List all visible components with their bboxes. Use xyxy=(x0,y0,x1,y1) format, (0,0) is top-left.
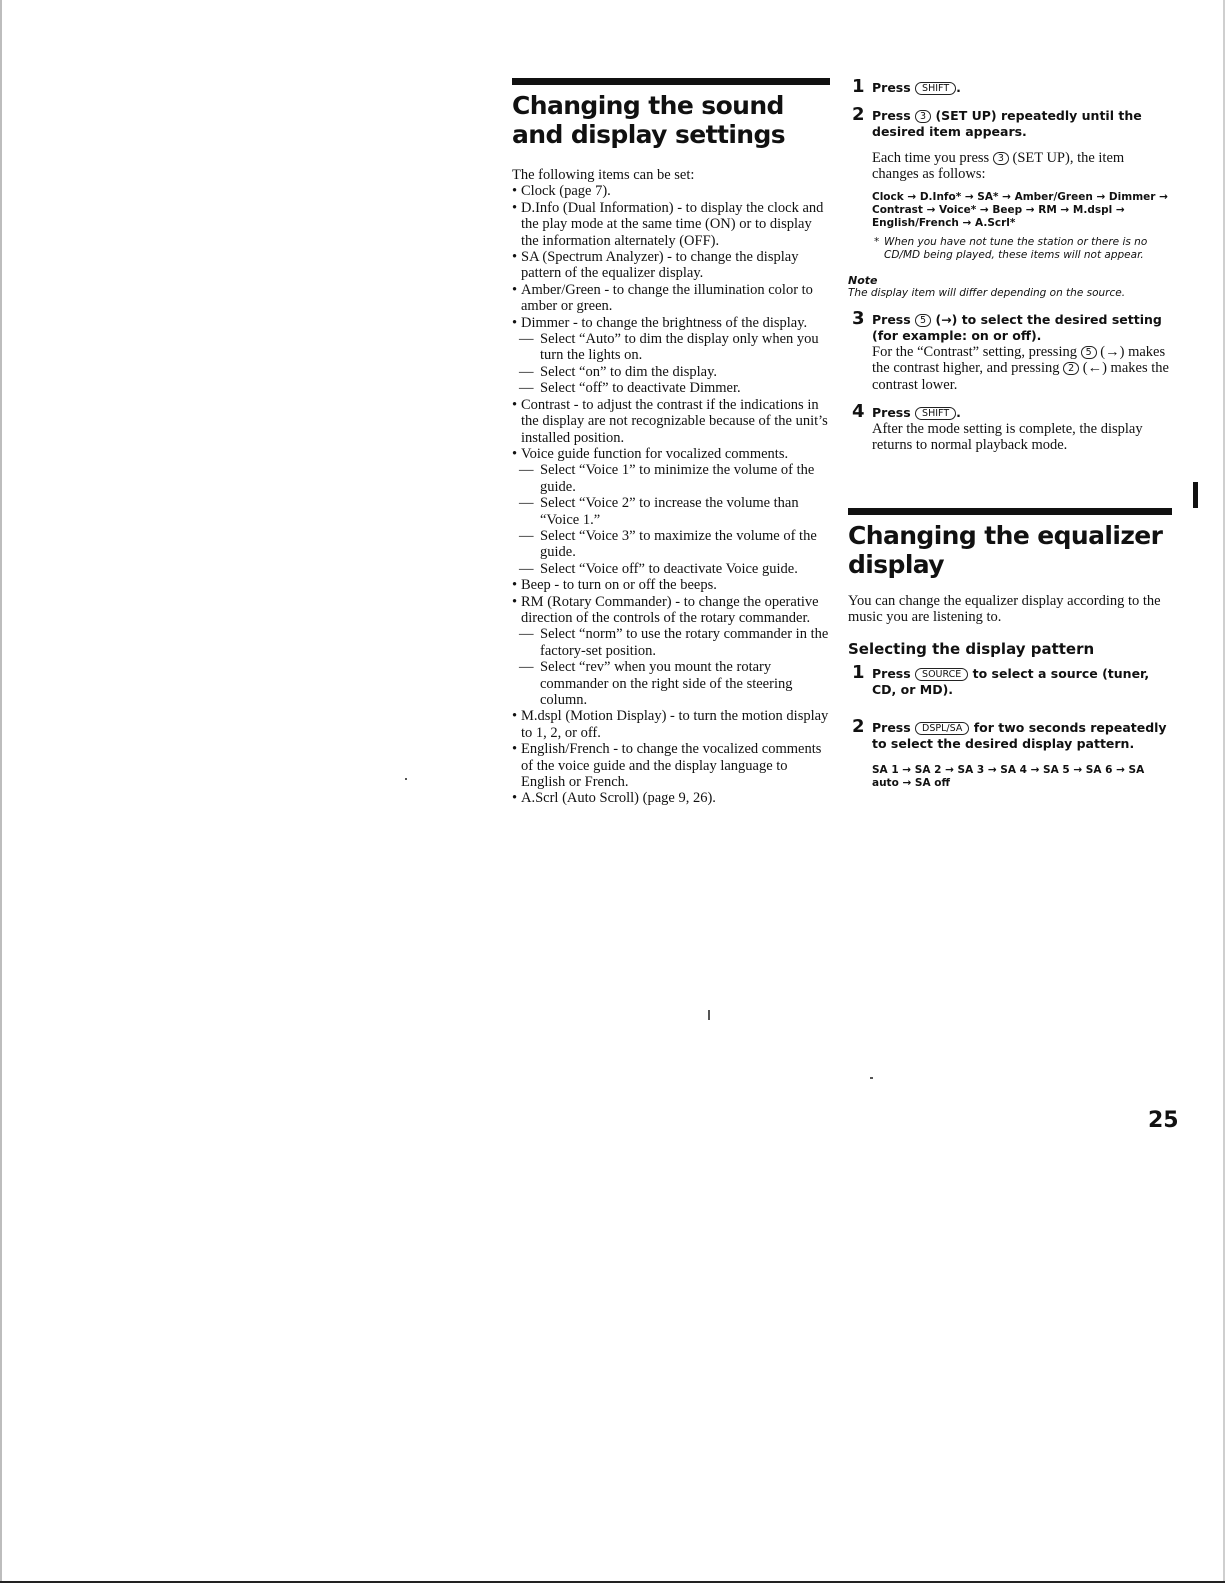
settings-list-item: • English/French - to change the vocalized comments of the voice guide and the display language to English or French. xyxy=(512,741,830,790)
note-text: The display item will differ depending on the source. xyxy=(848,286,1126,299)
pattern-sequence: SA 1 → SA 2 → SA 3 → SA 4 → SA 5 → SA 6 → SA auto → SA off xyxy=(872,763,1145,789)
note-label: Note xyxy=(848,273,878,287)
step-3 xyxy=(852,307,1172,393)
right-column xyxy=(848,76,1172,802)
dspl-sa-key-icon: DSPL/SA xyxy=(915,722,969,735)
step-2 xyxy=(852,104,1172,262)
button-5-icon: 5 xyxy=(915,314,931,327)
step-number: 2 xyxy=(852,104,865,125)
step-title: Press 3 (SET UP) repeatedly until the desired item appears. xyxy=(872,108,1142,139)
scan-speck xyxy=(870,1077,873,1079)
settings-sub-item: — Select “Voice off” to deactivate Voice guide. xyxy=(512,561,830,577)
step-title: Press DSPL/SA for two seconds repeatedly to select the desired display pattern. xyxy=(872,719,1167,751)
step-body: Each time you press 3 (SET UP), the item changes as follows: xyxy=(872,150,1125,183)
step-body: For the “Contrast” setting, pressing 5 (→) makes the contrast higher, and pressing 2 (←) makes the contrast lower. xyxy=(872,343,1169,393)
settings-list-item: • D.Info (Dual Information) - to display the clock and the play mode at the same time (ON) or to display the information alternately (OFF). xyxy=(512,200,830,249)
settings-list-item: • Voice guide function for vocalized comments. xyxy=(512,446,830,462)
step-body: After the mode setting is complete, the display returns to normal playback mode. xyxy=(872,421,1143,454)
subheading-display-pattern: Selecting the display pattern xyxy=(848,639,1095,658)
eq-step-1 xyxy=(852,661,1172,698)
section-rule xyxy=(512,78,830,85)
step-number: 4 xyxy=(852,401,865,423)
step-number: 1 xyxy=(852,76,865,97)
settings-sub-item: — Select “on” to dim the display. xyxy=(512,364,830,380)
step-title: Press 5 (→) to select the desired setting (for example: on or off). xyxy=(872,311,1162,343)
shift-key-icon: SHIFT xyxy=(915,407,956,420)
section-rule xyxy=(848,508,1172,515)
eq-intro-text: You can change the equalizer display according to the music you are listening to. xyxy=(848,592,1161,626)
intro-text: The following items can be set: xyxy=(512,167,695,183)
settings-list-item: • SA (Spectrum Analyzer) - to change the display pattern of the equalizer display. xyxy=(512,249,830,282)
settings-list-item: • M.dspl (Motion Display) - to turn the motion display to 1, 2, or off. xyxy=(512,708,830,741)
step-1 xyxy=(852,76,1172,97)
step-title: Press SHIFT . xyxy=(872,80,961,95)
settings-sub-item: — Select “Voice 3” to maximize the volume of the guide. xyxy=(512,528,830,561)
left-column xyxy=(512,78,830,807)
settings-list-item: • A.Scrl (Auto Scroll) (page 9, 26). xyxy=(512,790,830,806)
step-title: Press SOURCE to select a source (tuner, CD, or MD). xyxy=(872,665,1150,697)
section-heading-sound-display: Changing the sound and display settings xyxy=(512,91,786,149)
settings-sub-item: — Select “Voice 1” to minimize the volume of the guide. xyxy=(512,462,830,495)
footnote: * When you have not tune the station or there is no CD/MD being played, these items will not appear. xyxy=(872,236,1172,262)
button-2-icon: 2 xyxy=(1063,362,1079,375)
settings-list xyxy=(512,183,830,806)
settings-list-item: • Amber/Green - to change the illumination color to amber or green. xyxy=(512,282,830,315)
button-5-icon: 5 xyxy=(1081,346,1097,359)
shift-key-icon: SHIFT xyxy=(915,82,956,95)
section-tab-marker xyxy=(1193,482,1198,508)
settings-sub-item: — Select “norm” to use the rotary commander in the factory-set position. xyxy=(512,626,830,659)
step-4 xyxy=(852,401,1172,454)
settings-sub-item: — Select “Auto” to dim the display only when you turn the lights on. xyxy=(512,331,830,364)
eq-step-2 xyxy=(852,715,1172,790)
settings-list-item: • RM (Rotary Commander) - to change the operative direction of the controls of the rotary commander. xyxy=(512,594,830,627)
settings-sub-item: — Select “rev” when you mount the rotary commander on the right side of the steering column. xyxy=(512,659,830,708)
step-number: 1 xyxy=(852,661,865,683)
scan-edge-left xyxy=(0,0,2,1583)
source-key-icon: SOURCE xyxy=(915,668,968,681)
button-3-icon: 3 xyxy=(993,152,1009,165)
page-number: 25 xyxy=(1148,1108,1179,1133)
settings-sub-item: — Select “Voice 2” to increase the volume than “Voice 1.” xyxy=(512,495,830,528)
section-heading-equalizer: Changing the equalizer display xyxy=(848,520,1163,579)
scan-speck xyxy=(708,1010,710,1020)
settings-list-item: • Contrast - to adjust the contrast if the indications in the display are not recognizable because of the unit’s installed position. xyxy=(512,397,830,446)
button-3-icon: 3 xyxy=(915,110,931,123)
scan-speck xyxy=(405,778,407,780)
item-sequence: Clock → D.Info* → SA* → Amber/Green → Dimmer → Contrast → Voice* → Beep → RM → M.dspl → English/French → A.Scrl* xyxy=(872,190,1168,229)
settings-list-item: • Beep - to turn on or off the beeps. xyxy=(512,577,830,593)
settings-list-item: • Dimmer - to change the brightness of the display. xyxy=(512,315,830,331)
step-number: 3 xyxy=(852,307,865,329)
step-number: 2 xyxy=(852,715,865,737)
settings-list-item: • Clock (page 7). xyxy=(512,183,830,199)
settings-sub-item: — Select “off” to deactivate Dimmer. xyxy=(512,380,830,396)
step-title: Press SHIFT . xyxy=(872,405,961,421)
